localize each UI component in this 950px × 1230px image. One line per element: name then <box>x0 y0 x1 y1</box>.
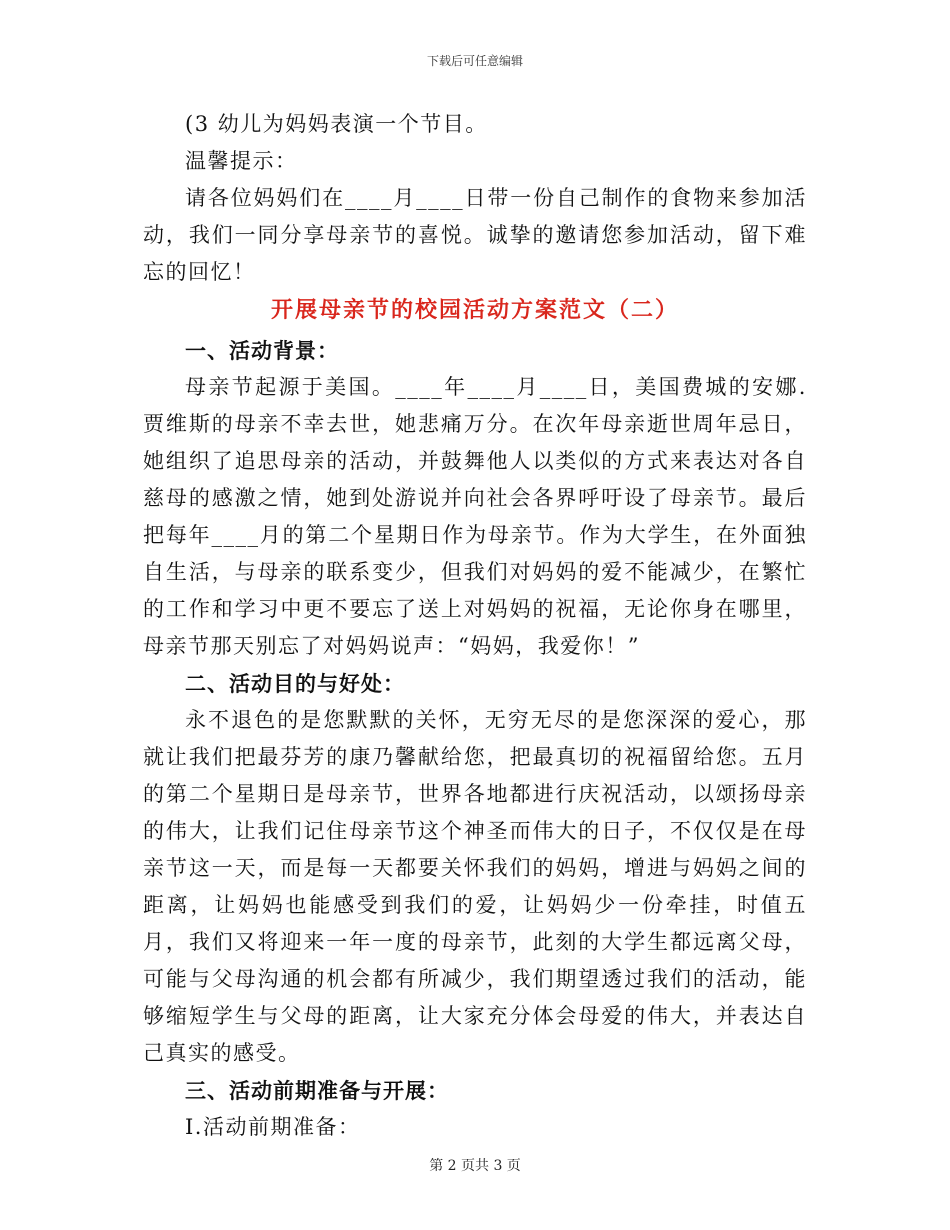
section-3-heading: 三、活动前期准备与开展： <box>185 1078 449 1103</box>
page-footer: 第 2 页共 3 页 <box>429 1158 521 1174</box>
tip-text: 请各位妈妈们在____月____日带一份自己制作的食物来参加活动，我们一同分享母亲节的喜悦。诚挚的邀请您参加活动，留下难忘的回忆！ <box>143 186 807 284</box>
section-2-heading: 二、活动目的与好处： <box>185 671 405 696</box>
section-1-heading: 一、活动背景： <box>185 338 339 363</box>
document-title: 开展母亲节的校园活动方案范文（二） <box>270 297 679 323</box>
section-1-paragraph: 母亲节起源于美国。____年____月____日，美国费城的安娜.贾维斯的母亲不幸去世，她悲痛万分。在次年母亲逝世周年忌日，她组织了追思母亲的活动，并鼓舞他人以类似的方式来表达对各自慈母的感激之情，她到处游说并向社会各界呼吁设了母亲节。最后把每年____月的第二个星期日作为母亲节。作为大学生，在外面独自生活，与母亲的联系变少，但我们对妈妈的爱不能减少，在繁忙的工作和学习中更不要忘了送上对妈妈的祝福，无论你身在哪里，母亲节那天别忘了对妈妈说声：“妈妈，我爱你！” <box>143 375 807 658</box>
page-header: 下载后可任意编辑 <box>426 54 523 68</box>
section-2-paragraph: 永不退色的是您默默的关怀，无穷无尽的是您深深的爱心，那就让我们把最芬芳的康乃馨献给您，把最真切的祝福留给您。五月的第二个星期日是母亲节，世界各地都进行庆祝活动，以颂扬母亲的伟大，让我们记住母亲节这个神圣而伟大的日子，不仅仅是在母亲节这一天，而是每一天都要关怀我们的妈妈，增进与妈妈之间的距离，让妈妈也能感受到我们的爱，让妈妈少一份牵挂，时值五月，我们又将迎来一年一度的母亲节，此刻的大学生都远离父母，可能与父母沟通的机会都有所减少，我们期望透过我们的活动，能够缩短学生与父母的距离，让大家充分体会母爱的伟大，并表达自己真实的感受。 <box>143 708 807 1065</box>
section-3-subheading: I.活动前期准备： <box>185 1115 361 1139</box>
item-3: (3 幼儿为妈妈表演一个节目。 <box>185 112 488 136</box>
tip-label: 温馨提示： <box>185 149 298 173</box>
document-body <box>143 106 807 1146</box>
